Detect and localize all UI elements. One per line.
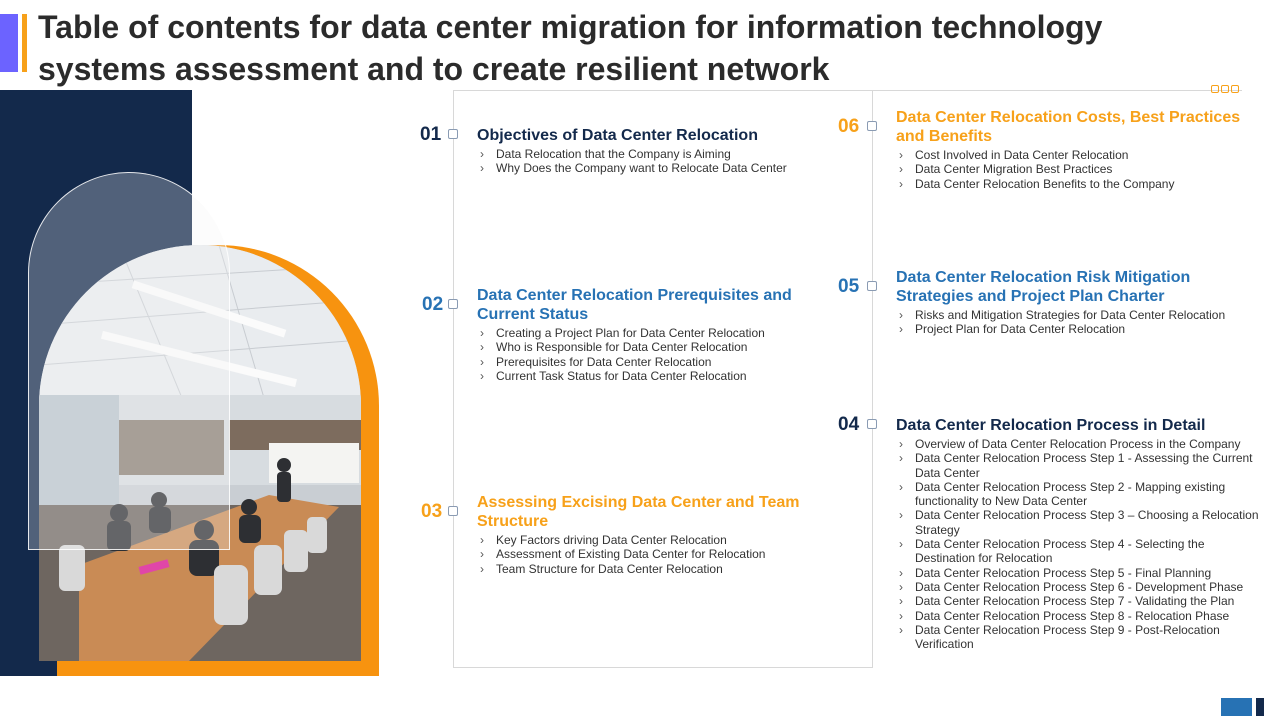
section-number-01: 01: [420, 124, 442, 145]
list-item: › Who is Responsible for Data Center Relocation: [477, 340, 817, 354]
list-item: › Data Center Relocation Process Step 1 - Assessing the Current Data Center: [896, 451, 1266, 480]
section-number-04: 04: [838, 414, 860, 435]
section-title-01: Objectives of Data Center Relocation: [477, 127, 758, 144]
section-title-05: Data Center Relocation Risk Mitigation Strategies and Project Plan Charter: [896, 269, 1191, 305]
list-item: › Data Center Relocation Process Step 6 - Development Phase: [896, 580, 1266, 594]
list-item: › Data Center Relocation Process Step 3 – Choosing a Relocation Strategy: [896, 508, 1266, 537]
page-title: Table of contents for data center migration for information technology systems assessment and to create resilient network: [38, 9, 1103, 87]
list-item: › Team Structure for Data Center Relocation: [477, 562, 817, 576]
section-marker-01: [448, 129, 458, 139]
section-title-03: Assessing Excising Data Center and Team Structure: [477, 494, 800, 530]
section-number-03: 03: [421, 501, 443, 522]
list-item: › Data Center Migration Best Practices: [896, 162, 1266, 176]
section-number-02: 02: [422, 294, 444, 315]
section-marker-04: [867, 419, 877, 429]
glass-arch-overlay: [28, 172, 230, 550]
toc-section-05[interactable]: [896, 268, 1266, 337]
contents-top-rule-right: [872, 90, 1242, 91]
toc-section-04[interactable]: [896, 416, 1266, 651]
section-marker-06: [867, 121, 877, 131]
list-item: › Creating a Project Plan for Data Center Relocation: [477, 326, 817, 340]
list-item: › Data Center Relocation Process Step 2 - Mapping existing functionality to New Data Center: [896, 480, 1266, 509]
list-item: › Overview of Data Center Relocation Process in the Company: [896, 437, 1266, 451]
list-item: › Data Center Relocation Process Step 7 - Validating the Plan: [896, 594, 1266, 608]
list-item: › Data Center Relocation Process Step 8 - Relocation Phase: [896, 609, 1266, 623]
footer-navy-square: [1256, 698, 1264, 716]
section-marker-02: [448, 299, 458, 309]
section-title-02: Data Center Relocation Prerequisites and Current Status: [477, 287, 792, 323]
title-accent-line: [22, 14, 27, 72]
list-item: › Data Relocation that the Company is Aiming: [477, 147, 817, 161]
decorative-dots: [1211, 85, 1239, 93]
toc-section-03[interactable]: [477, 493, 817, 576]
list-item: › Key Factors driving Data Center Relocation: [477, 533, 817, 547]
toc-section-01[interactable]: [477, 126, 817, 176]
list-item: › Assessment of Existing Data Center for Relocation: [477, 547, 817, 561]
section-title-04: Data Center Relocation Process in Detail: [896, 417, 1206, 434]
list-item: › Why Does the Company want to Relocate Data Center: [477, 161, 817, 175]
list-item: › Risks and Mitigation Strategies for Data Center Relocation: [896, 308, 1266, 322]
section-number-06: 06: [838, 116, 860, 137]
list-item: › Cost Involved in Data Center Relocation: [896, 148, 1266, 162]
list-item: › Data Center Relocation Benefits to the Company: [896, 177, 1266, 191]
title-accent-bar: [0, 14, 18, 72]
list-item: › Project Plan for Data Center Relocation: [896, 322, 1266, 336]
toc-section-02[interactable]: [477, 286, 817, 383]
section-marker-03: [448, 506, 458, 516]
contents-divider-right: [872, 92, 873, 668]
list-item: › Data Center Relocation Process Step 9 - Post-Relocation Verification: [896, 623, 1266, 652]
toc-section-06[interactable]: [896, 108, 1266, 191]
section-marker-05: [867, 281, 877, 291]
footer-blue-square: [1221, 698, 1252, 716]
section-title-06: Data Center Relocation Costs, Best Practices and Benefits: [896, 109, 1241, 145]
list-item: › Data Center Relocation Process Step 5 - Final Planning: [896, 566, 1266, 580]
section-number-05: 05: [838, 276, 860, 297]
list-item: › Data Center Relocation Process Step 4 - Selecting the Destination for Relocation: [896, 537, 1266, 566]
list-item: › Prerequisites for Data Center Relocation: [477, 355, 817, 369]
list-item: › Current Task Status for Data Center Relocation: [477, 369, 817, 383]
